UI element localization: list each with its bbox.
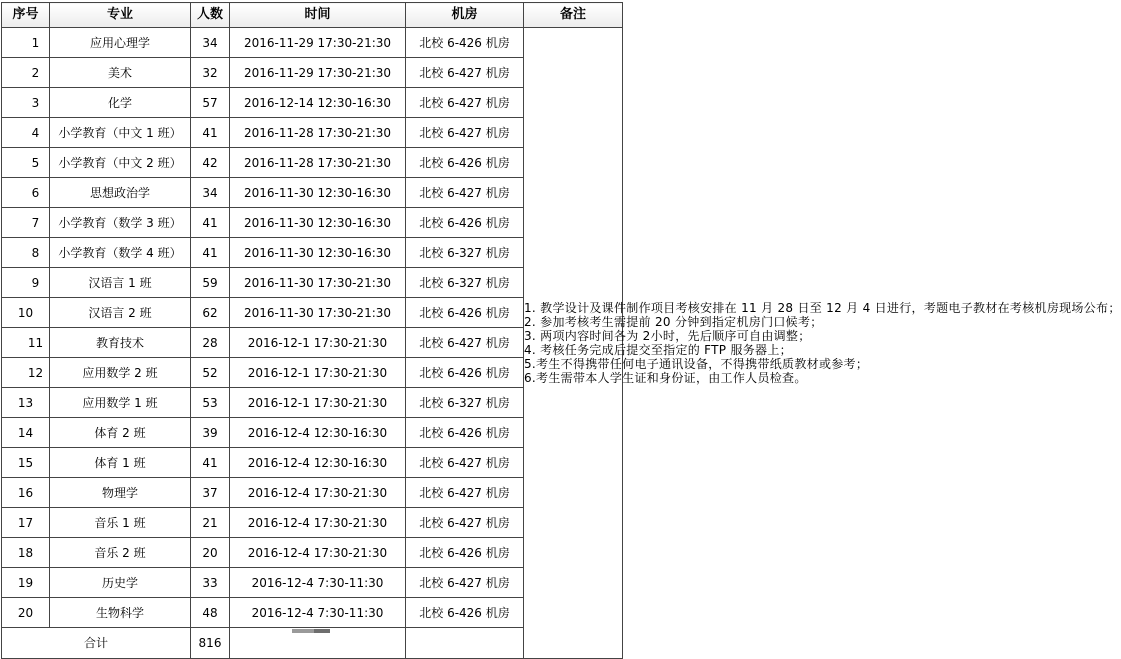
cell-room: 北校 6-426 机房 — [406, 538, 524, 568]
cell-time: 2016-12-1 17:30-21:30 — [230, 388, 406, 418]
cell-count: 62 — [191, 298, 230, 328]
header-notes: 备注 — [524, 3, 623, 28]
note-item: 4. 考核任务完成后提交至指定的 FTP 服务器上； — [524, 343, 792, 357]
cell-idx: 14 — [2, 418, 50, 448]
cell-idx: 4 — [2, 118, 50, 148]
cell-count: 20 — [191, 538, 230, 568]
cell-room: 北校 6-427 机房 — [406, 568, 524, 598]
cell-major: 应用心理学 — [50, 28, 191, 58]
cell-idx: 5 — [2, 148, 50, 178]
note-item: 1. 教学设计及课件制作项目考核安排在 11 月 28 日至 12 月 4 日进行，考题电子教材在考核机房现场公布； — [524, 301, 1121, 315]
cell-room: 北校 6-427 机房 — [406, 58, 524, 88]
exam-schedule-table — [1, 2, 1121, 659]
cell-count: 57 — [191, 88, 230, 118]
cell-idx: 17 — [2, 508, 50, 538]
cell-count: 53 — [191, 388, 230, 418]
cell-major: 汉语言 1 班 — [50, 268, 191, 298]
cell-idx: 1 — [2, 28, 50, 58]
cell-count: 48 — [191, 598, 230, 628]
cell-major: 小学教育（中文 1 班） — [50, 118, 191, 148]
header-room: 机房 — [406, 3, 524, 28]
cell-room: 北校 6-427 机房 — [406, 508, 524, 538]
cell-count: 41 — [191, 448, 230, 478]
cell-time: 2016-11-30 17:30-21:30 — [230, 268, 406, 298]
cell-time: 2016-12-1 17:30-21:30 — [230, 328, 406, 358]
cell-count: 21 — [191, 508, 230, 538]
cell-room: 北校 6-427 机房 — [406, 448, 524, 478]
table-row — [2, 28, 623, 58]
cell-major: 体育 2 班 — [50, 418, 191, 448]
cell-count: 41 — [191, 118, 230, 148]
cell-major: 体育 1 班 — [50, 448, 191, 478]
cell-time: 2016-11-28 17:30-21:30 — [230, 148, 406, 178]
cell-time: 2016-12-4 7:30-11:30 — [230, 568, 406, 598]
cell-room: 北校 6-427 机房 — [406, 328, 524, 358]
cell-major: 应用数学 2 班 — [50, 358, 191, 388]
cell-idx: 6 — [2, 178, 50, 208]
note-item: 5.考生不得携带任何电子通讯设备，不得携带纸质教材或参考； — [524, 357, 869, 371]
cell-idx: 18 — [2, 538, 50, 568]
cell-idx: 11 — [2, 328, 50, 358]
cell-major: 小学教育（数学 4 班） — [50, 238, 191, 268]
cell-time: 2016-12-4 17:30-21:30 — [230, 538, 406, 568]
cell-room: 北校 6-327 机房 — [406, 238, 524, 268]
cell-idx: 19 — [2, 568, 50, 598]
cell-time: 2016-11-29 17:30-21:30 — [230, 28, 406, 58]
cell-count: 33 — [191, 568, 230, 598]
scrollbar-thumb[interactable] — [314, 629, 330, 633]
cell-major: 历史学 — [50, 568, 191, 598]
cell-idx: 9 — [2, 268, 50, 298]
cell-room: 北校 6-427 机房 — [406, 118, 524, 148]
cell-time: 2016-11-28 17:30-21:30 — [230, 118, 406, 148]
header-major: 专业 — [50, 3, 191, 28]
header-idx: 序号 — [2, 3, 50, 28]
cell-time: 2016-11-30 17:30-21:30 — [230, 298, 406, 328]
cell-count: 41 — [191, 208, 230, 238]
total-label: 合计 — [2, 628, 191, 659]
header-row — [2, 3, 623, 28]
cell-room: 北校 6-426 机房 — [406, 418, 524, 448]
cell-count: 37 — [191, 478, 230, 508]
header-count: 人数 — [191, 3, 230, 28]
note-item: 3. 两项内容时间各为 2小时，先后顺序可自由调整； — [524, 329, 811, 343]
cell-major: 美术 — [50, 58, 191, 88]
cell-time: 2016-11-29 17:30-21:30 — [230, 58, 406, 88]
cell-count: 52 — [191, 358, 230, 388]
cell-room: 北校 6-426 机房 — [406, 208, 524, 238]
cell-major: 教育技术 — [50, 328, 191, 358]
cell-idx: 20 — [2, 598, 50, 628]
cell-major: 音乐 2 班 — [50, 538, 191, 568]
cell-major: 小学教育（中文 2 班） — [50, 148, 191, 178]
cell-major: 思想政治学 — [50, 178, 191, 208]
cell-time: 2016-12-14 12:30-16:30 — [230, 88, 406, 118]
cell-major: 应用数学 1 班 — [50, 388, 191, 418]
note-item: 2. 参加考核考生需提前 20 分钟到指定机房门口候考； — [524, 315, 823, 329]
cell-room: 北校 6-426 机房 — [406, 28, 524, 58]
total-count: 816 — [191, 628, 230, 659]
cell-room: 北校 6-427 机房 — [406, 88, 524, 118]
cell-major: 小学教育（数学 3 班） — [50, 208, 191, 238]
cell-idx: 8 — [2, 238, 50, 268]
cell-count: 39 — [191, 418, 230, 448]
cell-count: 59 — [191, 268, 230, 298]
cell-idx: 10 — [2, 298, 50, 328]
cell-room: 北校 6-426 机房 — [406, 358, 524, 388]
cell-major: 化学 — [50, 88, 191, 118]
cell-time: 2016-12-4 12:30-16:30 — [230, 448, 406, 478]
cell-time: 2016-11-30 12:30-16:30 — [230, 208, 406, 238]
cell-count: 28 — [191, 328, 230, 358]
cell-room: 北校 6-327 机房 — [406, 268, 524, 298]
cell-major: 生物科学 — [50, 598, 191, 628]
cell-room: 北校 6-427 机房 — [406, 178, 524, 208]
cell-major: 汉语言 2 班 — [50, 298, 191, 328]
cell-time: 2016-12-1 17:30-21:30 — [230, 358, 406, 388]
cell-count: 34 — [191, 178, 230, 208]
table-body — [2, 28, 1121, 659]
cell-time: 2016-11-30 12:30-16:30 — [230, 238, 406, 268]
cell-idx: 16 — [2, 478, 50, 508]
header-time: 时间 — [230, 3, 406, 28]
cell-idx: 3 — [2, 88, 50, 118]
cell-time: 2016-12-4 17:30-21:30 — [230, 478, 406, 508]
cell-count: 42 — [191, 148, 230, 178]
cell-count: 41 — [191, 238, 230, 268]
cell-major: 音乐 1 班 — [50, 508, 191, 538]
note-item: 6.考生需带本人学生证和身份证，由工作人员检查。 — [524, 371, 807, 385]
cell-idx: 2 — [2, 58, 50, 88]
cell-time: 2016-12-4 7:30-11:30 — [230, 598, 406, 628]
cell-room: 北校 6-426 机房 — [406, 148, 524, 178]
cell-room: 北校 6-426 机房 — [406, 598, 524, 628]
cell-time: 2016-12-4 17:30-21:30 — [230, 508, 406, 538]
cell-time: 2016-11-30 12:30-16:30 — [230, 178, 406, 208]
cell-room: 北校 6-426 机房 — [406, 298, 524, 328]
cell-room: 北校 6-427 机房 — [406, 478, 524, 508]
cell-major: 物理学 — [50, 478, 191, 508]
cell-idx: 7 — [2, 208, 50, 238]
cell-idx: 15 — [2, 448, 50, 478]
total-room-empty — [406, 628, 524, 659]
cell-time: 2016-12-4 12:30-16:30 — [230, 418, 406, 448]
cell-room: 北校 6-327 机房 — [406, 388, 524, 418]
cell-count: 34 — [191, 28, 230, 58]
cell-count: 32 — [191, 58, 230, 88]
cell-idx: 12 — [2, 358, 50, 388]
notes-cell — [524, 28, 1121, 659]
cell-idx: 13 — [2, 388, 50, 418]
